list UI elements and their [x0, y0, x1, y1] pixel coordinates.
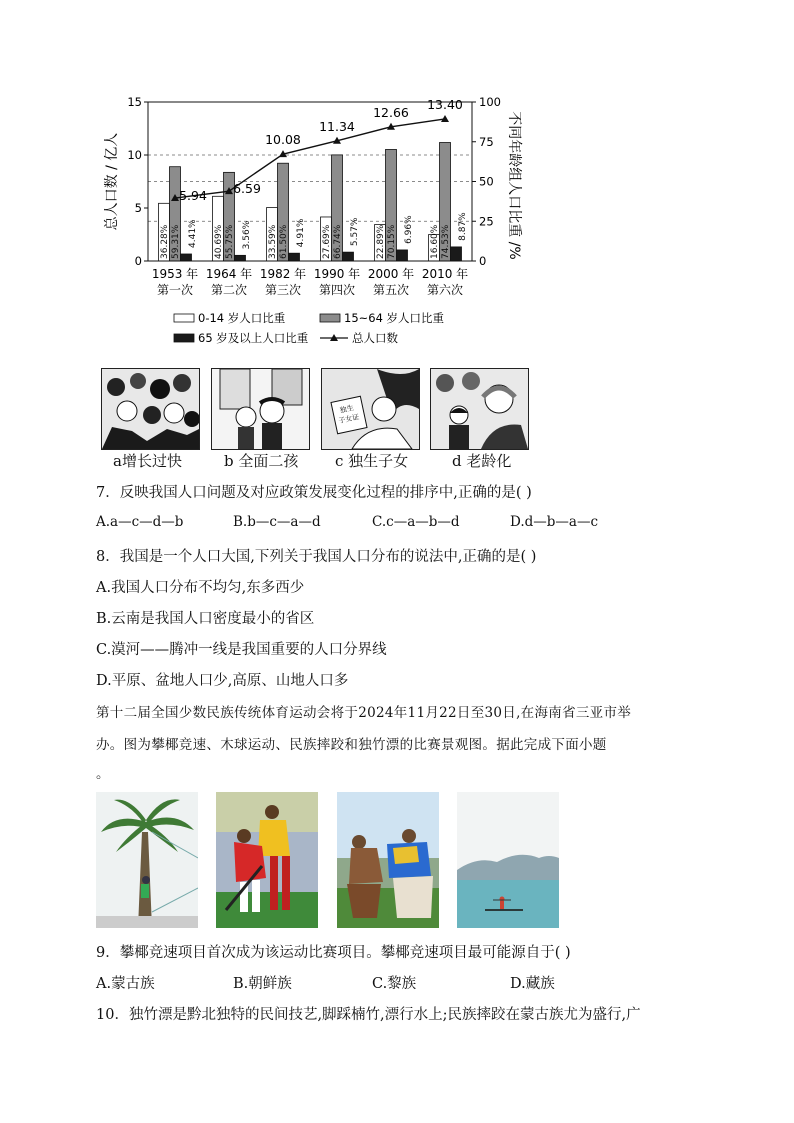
right-tick-label: 25: [479, 214, 494, 229]
photo-wrestling: [337, 792, 439, 928]
bar-data-label: 3.56%: [242, 220, 252, 250]
photo-coconut-climbing: [96, 792, 198, 928]
bar-data-label: 6.96%: [404, 215, 414, 244]
bar-data-label: 59.31%: [171, 224, 181, 259]
left-tick-label: 0: [134, 254, 142, 268]
legend-label: 15~64 岁人口比重: [344, 311, 445, 325]
cartoon-d: [430, 368, 529, 450]
bar-age-65-plus: [181, 254, 192, 261]
q9-option-d[interactable]: D.藏族: [510, 976, 555, 992]
bar-data-label: 70.15%: [387, 224, 397, 259]
total-population-label: 6.59: [233, 181, 261, 197]
legend-swatch: [174, 334, 194, 342]
bar-age-65-plus: [397, 250, 408, 261]
right-tick-label: 0: [479, 254, 487, 268]
cartoon-c: [321, 368, 420, 450]
legend-label: 总人口数: [352, 331, 398, 345]
total-population-marker: [441, 115, 449, 122]
x-tick-label-year: 2000 年: [367, 267, 415, 281]
bar-age-65-plus: [343, 252, 354, 261]
bar-data-label: 61.50%: [279, 224, 289, 259]
photo-mu-qiu: [216, 792, 318, 928]
bar-data-label: 5.57%: [350, 217, 360, 247]
bar-age-65-plus: [451, 247, 462, 261]
left-axis-title: 总人口数 / 亿人: [104, 132, 120, 231]
total-population-label: 12.66: [373, 104, 409, 120]
bar-data-label: 22.89%: [376, 224, 386, 259]
cartoon-c-badge-2: 子女证: [337, 413, 360, 426]
x-tick-label-year: 1990 年: [313, 267, 361, 281]
passage-line-1: 第十二届全国少数民族传统体育运动会将于2024年11月22日至30日,在海南省三亚市举: [96, 705, 632, 721]
bar-age-65-plus: [289, 253, 300, 261]
bar-data-label: 4.41%: [188, 219, 198, 248]
bar-data-label: 27.69%: [322, 224, 332, 259]
chart-legend: [174, 311, 445, 345]
q7-option-d[interactable]: D.d—b—a—c: [510, 514, 599, 530]
x-tick-label-census: 第三次: [264, 283, 302, 297]
cartoon-a: [101, 368, 200, 450]
bar-data-label: 36.28%: [160, 224, 170, 259]
legend-label: 65 岁及以上人口比重: [198, 331, 309, 345]
q9-option-b[interactable]: B.朝鲜族: [233, 976, 292, 992]
x-tick-label-year: 2010 年: [421, 267, 469, 281]
x-tick-label-census: 第五次: [372, 283, 410, 297]
q10-stem: 10．独竹漂是黔北独特的民间技艺,脚踩楠竹,漂行水上;民族摔跤在蒙古族尤为盛行,广: [96, 1007, 641, 1023]
legend-label: 0-14 岁人口比重: [198, 311, 286, 325]
right-tick-label: 75: [479, 134, 494, 149]
x-tick-label-census: 第四次: [318, 283, 356, 297]
q7-option-a[interactable]: A.a—c—d—b: [96, 514, 184, 530]
population-chart: [90, 88, 530, 358]
cartoon-d-caption: d 老龄化: [452, 452, 512, 470]
total-population-label: 13.40: [427, 96, 463, 112]
q8-option-d[interactable]: D.平原、盆地人口少,高原、山地人口多: [96, 673, 349, 689]
right-tick-label: 100: [479, 95, 501, 109]
bar-data-label: 4.91%: [296, 218, 306, 248]
bar-data-label: 33.59%: [268, 224, 278, 259]
legend-swatch: [174, 314, 194, 322]
q7-option-c[interactable]: C.c—a—b—d: [372, 514, 460, 530]
bar-data-label: 55.75%: [225, 224, 235, 259]
passage-line-3: 。: [96, 766, 110, 782]
total-population-label: 10.08: [265, 132, 301, 148]
bar-age-65-plus: [235, 255, 246, 261]
q8-option-a[interactable]: A.我国人口分布不均匀,东多西少: [96, 580, 305, 596]
q9-option-a[interactable]: A.蒙古族: [96, 976, 155, 992]
q8-stem: 8．我国是一个人口大国,下列关于我国人口分布的说法中,正确的是( ): [96, 549, 537, 565]
cartoon-a-caption: a增长过快: [113, 452, 182, 470]
x-tick-label-year: 1982 年: [259, 267, 307, 281]
x-tick-label-census: 第一次: [156, 283, 194, 297]
total-population-label: 11.34: [319, 118, 355, 134]
left-tick-label: 10: [127, 148, 142, 162]
bar-data-label: 40.69%: [214, 224, 224, 259]
cartoon-c-badge-1: 独生: [339, 403, 355, 415]
q8-option-b[interactable]: B.云南是我国人口密度最小的省区: [96, 611, 315, 627]
q9-stem: 9．攀椰竞速项目首次成为该运动比赛项目。攀椰竞速项目最可能源自于( ): [96, 945, 571, 961]
q9-option-c[interactable]: C.黎族: [372, 976, 417, 992]
bar-data-label: 66.74%: [333, 224, 343, 259]
total-population-label: 5.94: [179, 188, 207, 204]
bar-data-label: 8.87%: [458, 212, 468, 241]
cartoon-c-caption: c 独生子女: [335, 452, 409, 470]
cartoon-b-caption: b 全面二孩: [224, 452, 299, 470]
left-tick-label: 15: [127, 95, 142, 109]
bar-data-label: 16.60%: [430, 224, 440, 259]
right-axis-title: 不同年龄组人口比重 /%: [506, 111, 522, 260]
x-tick-label-year: 1953 年: [151, 267, 199, 281]
q7-stem: 7．反映我国人口问题及对应政策发展变化过程的排序中,正确的是( ): [96, 485, 532, 501]
left-tick-label: 5: [134, 201, 142, 215]
bar-data-label: 74.53%: [441, 224, 451, 259]
total-population-line: [175, 119, 445, 198]
x-tick-label-year: 1964 年: [205, 267, 253, 281]
q7-option-b[interactable]: B.b—c—a—d: [233, 514, 321, 530]
cartoon-b: [211, 368, 310, 450]
passage-line-2: 办。图为攀椰竞速、木球运动、民族摔跤和独竹漂的比赛景观图。据此完成下面小题: [96, 737, 607, 753]
x-tick-label-census: 第二次: [210, 283, 248, 297]
photo-bamboo-drifting: [457, 792, 559, 928]
x-tick-label-census: 第六次: [426, 283, 464, 297]
right-tick-label: 50: [479, 174, 494, 189]
chart-axes: [103, 95, 523, 297]
legend-swatch: [320, 314, 340, 322]
chart-line: [171, 97, 463, 203]
q8-option-c[interactable]: C.漠河——腾冲一线是我国重要的人口分界线: [96, 642, 387, 658]
